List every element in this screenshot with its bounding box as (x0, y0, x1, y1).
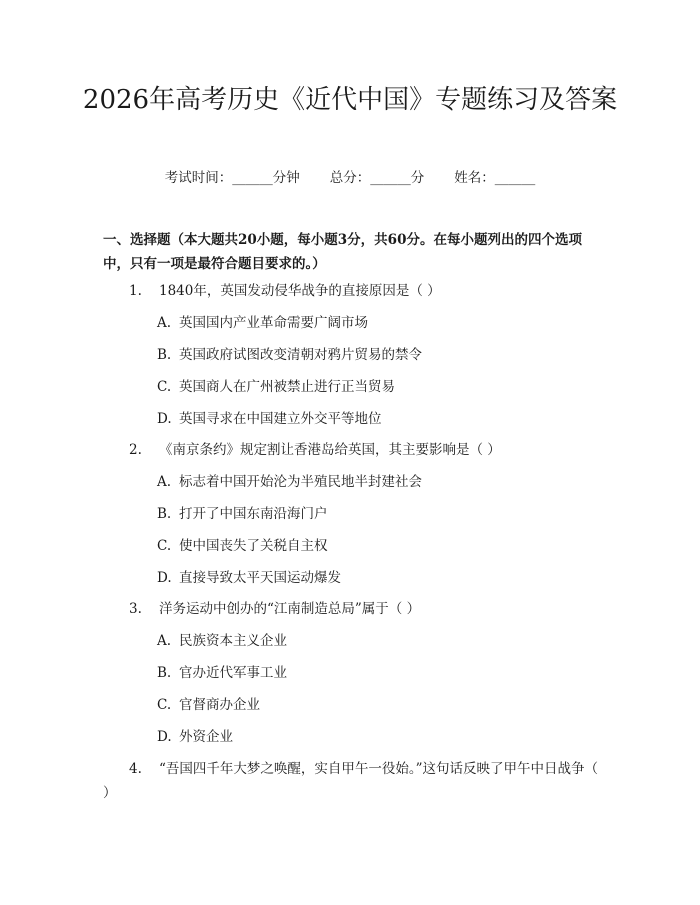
option-letter: D. (157, 729, 172, 745)
question-number: 1. (129, 283, 142, 299)
option-letter: D. (157, 411, 172, 427)
q2-option-a (157, 472, 597, 492)
option-text: 英国政府试图改变清朝对鸦片贸易的禁令 (179, 347, 422, 363)
q3-option-d (157, 727, 597, 747)
q3-option-c (157, 695, 597, 715)
exam-time-field: 考试时间：______分钟 (164, 170, 300, 186)
q1-option-b (157, 345, 597, 365)
option-text: 英国商人在广州被禁止进行正当贸易 (179, 379, 395, 395)
option-letter: A. (157, 315, 172, 331)
option-letter: B. (157, 347, 172, 363)
section-heading: 一、选择题（本大题共20小题，每小题3分，共60分。在每小题列出的四个选项中，只有一项是最符合题目要求的。） (103, 232, 582, 272)
option-text: 英国国内产业革命需要广阔市场 (179, 315, 368, 331)
exam-info-line (0, 168, 700, 188)
option-letter: A. (157, 633, 172, 649)
option-text: 英国寻求在中国建立外交平等地位 (179, 411, 382, 427)
option-letter: D. (157, 570, 172, 586)
question-stem: “吾国四千年大梦之唤醒，实自甲午一役始。”这句话反映了甲午中日战争（ ） (103, 761, 599, 801)
option-text: 使中国丧失了关税自主权 (179, 538, 328, 554)
q2-option-b (157, 504, 597, 524)
option-letter: C. (157, 379, 172, 395)
option-letter: B. (157, 665, 172, 681)
q1-option-c (157, 377, 597, 397)
option-text: 官督商办企业 (179, 697, 260, 713)
q1-option-d (157, 409, 597, 429)
option-letter: C. (157, 538, 172, 554)
option-text: 标志着中国开始沦为半殖民地半封建社会 (179, 474, 422, 490)
q3-option-b (157, 663, 597, 683)
option-text: 官办近代军事工业 (179, 665, 287, 681)
question-stem: 1840年，英国发动侵华战争的直接原因是（ ） (159, 283, 441, 299)
option-text: 打开了中国东南沿海门户 (179, 506, 328, 522)
option-letter: B. (157, 506, 172, 522)
option-text: 外资企业 (179, 729, 233, 745)
question-number: 2. (129, 442, 142, 458)
q3-option-a (157, 631, 597, 651)
option-text: 民族资本主义企业 (179, 633, 287, 649)
option-letter: C. (157, 697, 172, 713)
q1-option-a (157, 313, 597, 333)
q2-option-d (157, 568, 597, 588)
page-title: 2026年高考历史《近代中国》专题练习及答案 (82, 85, 618, 115)
question-number: 3. (129, 601, 142, 617)
question-number: 4. (129, 761, 142, 777)
q2-option-c (157, 536, 597, 556)
question-2 (103, 438, 603, 462)
question-stem: 洋务运动中创办的“江南制造总局”属于（ ） (159, 601, 421, 617)
total-score-field: 总分：______分 (329, 170, 425, 186)
question-4 (103, 757, 603, 805)
option-letter: A. (157, 474, 172, 490)
question-3 (103, 597, 603, 621)
question-1 (103, 279, 603, 303)
question-stem: 《南京条约》规定割让香港岛给英国，其主要影响是（ ） (159, 442, 501, 458)
option-text: 直接导致太平天国运动爆发 (179, 570, 341, 586)
name-field: 姓名：______ (454, 170, 536, 186)
